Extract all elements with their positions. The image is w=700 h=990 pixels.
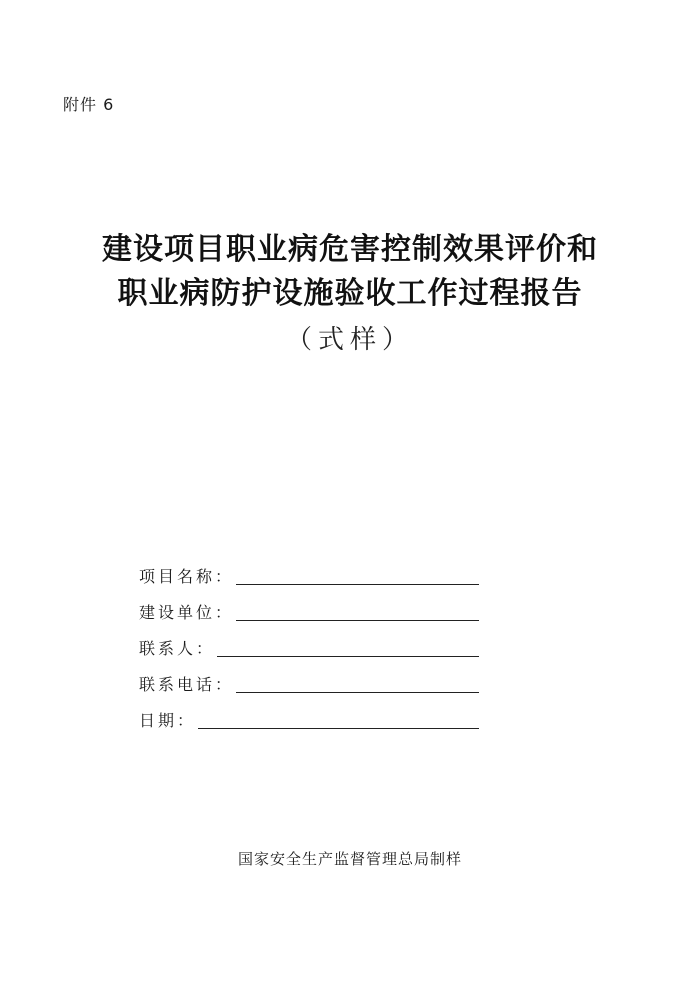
form-row-project-name bbox=[139, 551, 479, 587]
title-sample-note: （式样） bbox=[285, 325, 414, 355]
construction-unit-blank[interactable] bbox=[236, 604, 479, 621]
form-row-contact-phone bbox=[139, 659, 479, 695]
info-form bbox=[139, 551, 479, 731]
construction-unit-label: 建设单位： bbox=[139, 603, 235, 622]
project-name-label: 项目名称： bbox=[139, 567, 235, 586]
contact-person-blank[interactable] bbox=[217, 640, 479, 657]
title-line-2: 职业病防护设施验收工作过程报告 bbox=[117, 276, 583, 311]
attachment-label: 附件 6 bbox=[63, 95, 115, 114]
form-row-contact-person bbox=[139, 623, 479, 659]
title-line-1: 建设项目职业病危害控制效果评价和 bbox=[102, 232, 598, 267]
document-title bbox=[0, 228, 700, 362]
contact-phone-label: 联系电话： bbox=[139, 675, 235, 694]
contact-phone-blank[interactable] bbox=[236, 676, 479, 693]
form-row-construction-unit bbox=[139, 587, 479, 623]
date-label: 日期： bbox=[139, 711, 197, 730]
issuer-footer: 国家安全生产监督管理总局制样 bbox=[237, 850, 462, 868]
date-blank[interactable] bbox=[198, 712, 479, 729]
form-row-date bbox=[139, 695, 479, 731]
contact-person-label: 联系人： bbox=[139, 639, 216, 658]
project-name-blank[interactable] bbox=[236, 568, 479, 585]
